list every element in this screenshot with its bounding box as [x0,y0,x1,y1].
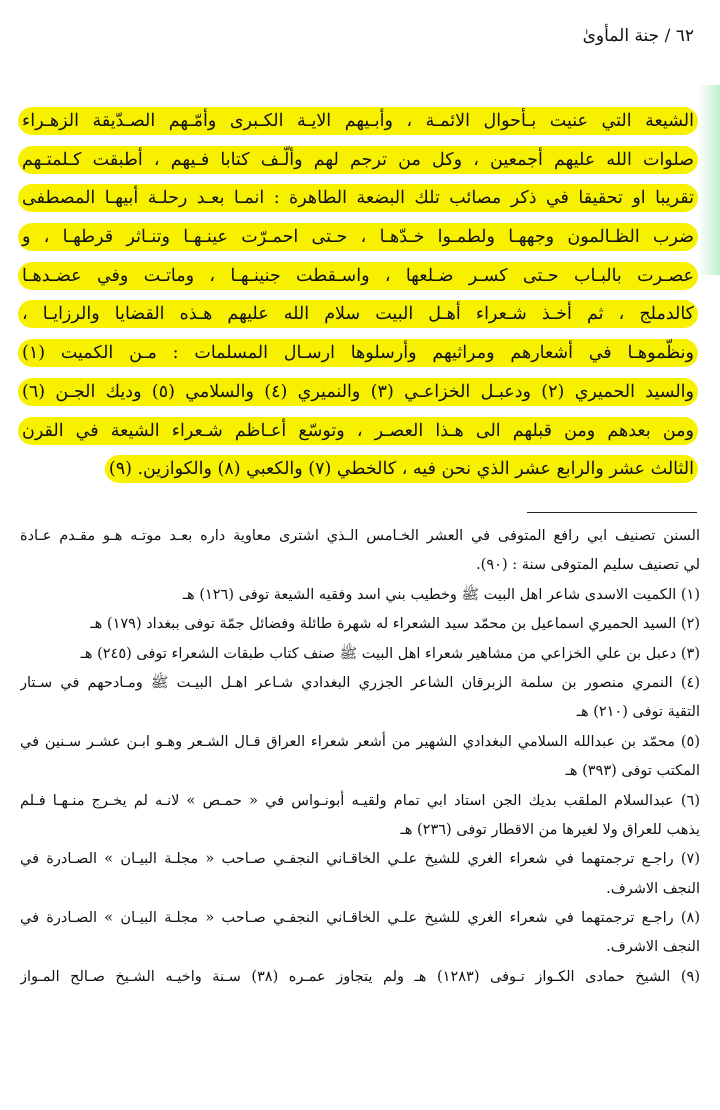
footnote-line: التقية توفى (٢١٠) هـ [576,704,700,721]
main-line: صلوات الله عليهم أجمعين ، وكل من ترجم لهم وألّـف كتابا فـيهم ، أطبقت كـلمتـهم [18,141,698,180]
footnote-line: النجف الاشرف. [606,939,700,956]
running-head: ٦٢ / جنة المأوىٰ [582,26,694,46]
main-line: ضرب الظـالمون وجههـا ولطمـوا خـدّهـا ، حـتى احمـرّت عينـهـا وتنـاثر قرطهـا ، و [18,218,698,257]
page-edge-stain [698,85,720,275]
footnote-line: النجف الاشرف. [606,880,700,897]
main-line: كالدملج ، ثم أخـذ شـعراء أهـل البيت سلام الله عليهم هـذه القضايا والرزايـا ، [18,295,698,334]
main-line: الشيعة التي عنيت بـأحوال الائمـة ، وأبـيهم الايـة الكـبرى وأمّـهم الصـدّيقة الزهـراء [18,102,698,141]
footnote-9: (٩) الشيخ حمادى الكـواز تـوفى (١٢٨٣) هـ ولم يتجاوز عمـره (٣٨) سـنة واخيـه الشـيخ صـالح المـواز [20,968,700,985]
main-line: ونظّموهـا في أشعارهم ومراثيهم وأرسلوها ارسـال المسلمات : مـن الكميت (١) [18,334,698,373]
highlighted-main-text [18,102,698,489]
main-line: الثالث عشر والرابع عشر الذي نحن فيه ، كالخطي (٧) والكعبي (٨) والكوازين. (٩) [18,450,698,489]
footnote-3: (٣) دعبل بن علي الخزاعي من مشاهير شعراء اهل البيت ﷺ صنف كتاب طبقات الشعراء توفى (٢٤٥) هـ [80,645,700,662]
footnote-5: (٥) محمّد بن عبدالله السلامي البغدادي الشهير من أشعر شعراء العراق قـال الشـعر وهـو ابـن عشـر سـنين في [20,733,700,750]
footnote-line: يذهب للعراق ولا لغيرها من الاقطار توفى (٢٣٦) هـ [400,821,700,838]
footnotes [20,522,700,992]
footnote-line: السنن تصنيف ابي رافع المتوفى في العشر الخـامس الـذي اشترى معاوية داره بعـد موتـه هـو مقـدم عـادة [20,528,700,544]
footnote-separator [527,512,697,513]
main-line: ومن بعدهم ومن قبلهم الى هـذا العصـر ، وتوسّع أعـاظم شـعراء الشيعة في القرن [18,412,698,451]
footnote-4: (٤) النمري منصور بن سلمة الزبرقان الشاعر الجزري البغدادي شـاعر اهـل البيـت ﷺ ومـادحهم في سـتار [20,674,700,691]
footnote-7: (٧) راجـع ترجمتهما في شعراء الغري للشيخ علـي الخاقـاني النجفـي صـاحب « مجلـة البيـان » الصـادرة في [20,851,700,868]
footnote-2: (٢) السيد الحميري اسماعيل بن محمّد سيد الشعراء له شهرة طائلة وفضائل جمّة توفى ببغداد (١٧٩) هـ [90,616,700,633]
main-line: عصـرت بالبـاب حـتى كسـر ضـلعها ، واسـقطت جنينـهـا ، وماتـت وفي عضـدهـا [18,257,698,296]
footnote-1: (١) الكميت الاسدى شاعر اهل البيت ﷺ وخطيب بني اسد وفقيه الشيعة توفى (١٢٦) هـ [182,586,700,603]
footnote-line: لي تصنيف سليم المتوفى سنة : (٩٠). [476,557,700,574]
footnote-8: (٨) راجـع ترجمتهما في شعراء الغري للشيخ علـي الخاقـاني النجفـي صـاحب « مجلـة البيـان » الصـادرة في [20,910,700,927]
main-line: والسيد الحميري (٢) ودعبـل الخزاعـي (٣) والنميري (٤) والسلامي (٥) وديك الجـن (٦) [18,373,698,412]
footnote-6: (٦) عبدالسلام الملقب بديك الجن استاد ابي تمام ولقيـه أبونـواس في « حمـص » لانـه لم يخـرج منـهـا فـلم [20,792,700,809]
main-line: تقريبا او تحقيقا في ذكر مصائب تلك البضعة الطاهرة : انمـا بعـد رحلـة أبيهـا المصطفى [18,179,698,218]
footnote-line: المكتب توفى (٣٩٣) هـ [565,763,700,780]
